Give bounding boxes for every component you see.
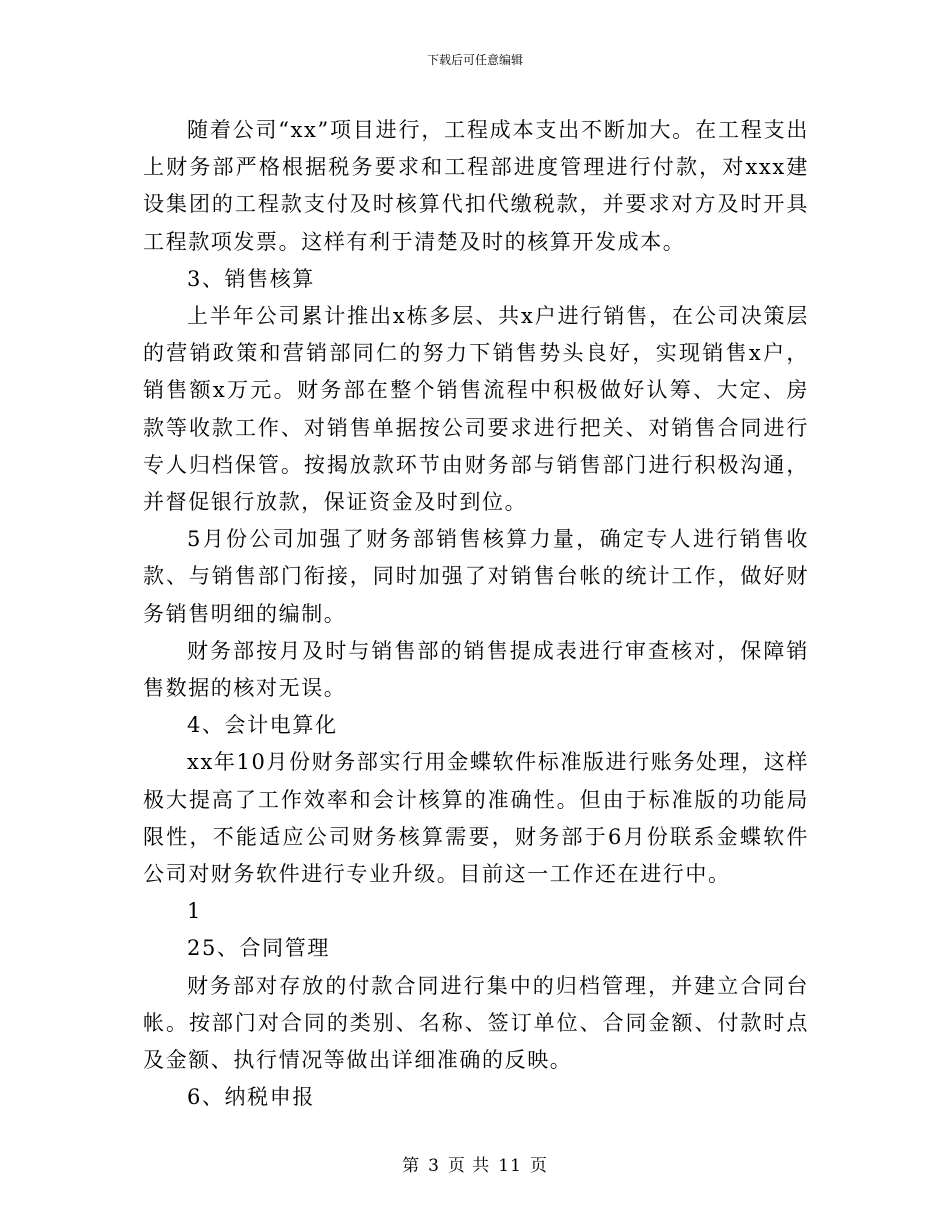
paragraph-sales-summary: 上半年公司累计推出x栋多层、共x户进行销售，在公司决策层的营销政策和营销部同仁的努力下销售势头良好，实现销售x户，销售额x万元。财务部在整个销售流程中积极做好认筹、大定、房款等收款工作、对销售单据按公司要求进行把关、对销售合同进行专人归档保管。按揭放款环节由财务部与销售部门进行积极沟通，并督促银行放款，保证资金及时到位。: [143, 304, 809, 515]
paragraph-may-sales: 5月份公司加强了财务部销售核算力量，确定专人进行销售收款、与销售部门衔接，同时加强了对销售台帐的统计工作，做好财务销售明细的编制。: [143, 527, 809, 626]
footer-middle: 页 共: [447, 1156, 491, 1176]
paragraph-contract-archive: 财务部对存放的付款合同进行集中的归档管理，并建立合同台帐。按部门对合同的类别、名称、签订单位、合同金额、付款时点及金额、执行情况等做出详细准确的反映。: [143, 973, 809, 1073]
paragraph-project-cost: 随着公司“xx”项目进行，工程成本支出不断加大。在工程支出上财务部严格根据税务要求和工程部进度管理进行付款，对xxx建设集团的工程款支付及时核算代扣代缴税款，并要求对方及时开具工程款项发票。这样有利于清楚及时的核算开发成本。: [143, 118, 809, 254]
paragraph-kingdee-software: xx年10月份财务部实行用金蝶软件标准版进行账务处理，这样极大提高了工作效率和会计核算的准确性。但由于标准版的功能局限性，不能适应公司财务核算需要，财务部于6月份联系金蝶软件公司对财务软件进行专业升级。目前这一工作还在进行中。: [143, 750, 809, 887]
section-heading-sales-accounting: 3、销售核算: [187, 266, 315, 291]
stray-number: 1: [187, 899, 202, 924]
total-pages: 11: [498, 1156, 522, 1176]
footer-suffix: 页: [529, 1156, 548, 1176]
section-heading-tax-filing: 6、纳税申报: [187, 1085, 315, 1110]
page-footer: [0, 1156, 950, 1176]
page-header: 下载后可任意编辑: [426, 53, 523, 67]
section-heading-contract-management: 25、合同管理: [187, 936, 330, 961]
footer-prefix: 第: [402, 1156, 421, 1176]
paragraph-commission-review: 财务部按月及时与销售部的销售提成表进行审查核对，保障销售数据的核对无误。: [143, 638, 809, 701]
document-body: [143, 112, 809, 1116]
page-number: 3: [428, 1156, 440, 1176]
section-heading-computerization: 4、会计电算化: [187, 713, 338, 738]
